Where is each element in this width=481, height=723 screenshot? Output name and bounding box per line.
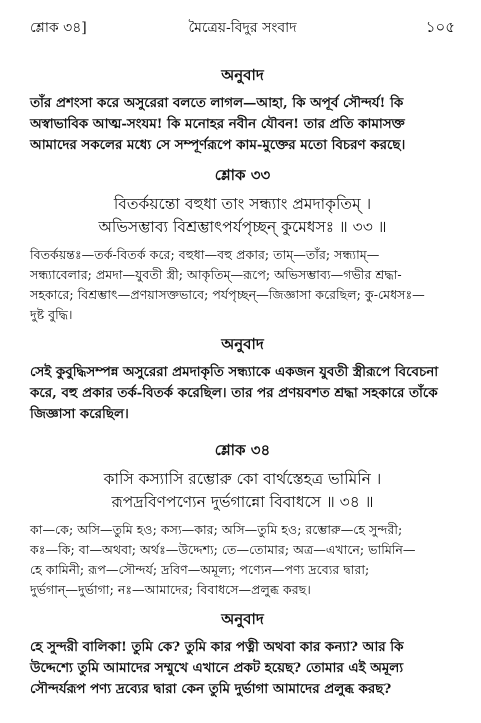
synonyms-33 [30,245,455,325]
translation-heading-3: অনুবাদ [221,610,264,628]
header-verse-ref: শ্লোক ৩৪] [30,20,87,36]
verse-line: রূপদ্রবিণপণ্যেন দুর্ভগান্নো বিবাধসে ॥ ৩৪ ॥ [111,493,374,511]
text-line: জিজ্ঞাসা করেছিল। [30,406,129,422]
text-line: হে সুন্দরী বালিকা! তুমি কে? তুমি কার পত্নী অথবা কার কন্যা? আর কি [30,639,404,655]
text-line: সহকারে; বিশ্রম্ভাৎ—প্রণয়াসক্তভাবে; পর্যপৃচ্ছন্—জিজ্ঞাসা করেছিল; কু-মেধসঃ— [30,287,425,302]
verse-line: বিতর্কয়ন্তো বহুধা তাং সন্ধ্যাং প্রমদাকৃতিম্ । [113,195,372,213]
text-line: আমাদের সকলের মধ্যে সে সম্পূর্ণরূপে কাম-মুক্তের মতো বিচরণ করছে। [30,137,406,153]
verse-line: অভিসম্ভাব্য বিশ্রম্ভাৎপর্যপৃচ্ছন্ কুমেধসঃ ॥ ৩৩ ॥ [98,218,387,236]
text-line: অস্বাভাবিক আত্ম-সংযম! কি মনোহর নবীন যৌবন! তার প্রতি কামাসক্ত [30,116,405,132]
text-line: বিতর্কয়ন্তঃ—তর্ক-বিতর্ক করে; বহুধা—বহু প্রকার; তাম্—তাঁর; সন্ধ্যাম্— [30,247,380,262]
text-line: উদ্দেশ্যে তুমি আমাদের সম্মুখে এখানে প্রকট হয়েছ? তোমার এই অমূল্য [30,660,404,676]
page-number: ১০৫ [425,18,455,36]
verse-heading-33: শ্লোক ৩৩ [214,166,271,184]
text-line: দুষ্ট বুদ্ধি। [30,307,73,322]
verse-34 [30,468,455,514]
header-chapter-title: মৈত্রেয়-বিদুর সংবাদ [188,20,297,36]
translation-text-3 [30,637,455,700]
text-line: হে কামিনী; রূপ—সৌন্দর্য; দ্রবিণ—অমূল্য; পণ্যেন—পণ্য দ্রব্যের দ্বারা; [30,562,370,577]
translation-text-1 [30,93,455,156]
text-line: কা—কে; অসি—তুমি হও; কস্য—কার; অসি—তুমি হও; রম্ভোরু—হে সুন্দরী; [30,522,403,537]
page-content [30,56,455,700]
synonyms-34 [30,520,455,600]
verse-line: কাসি কস্যাসি রম্ভোরু কো বার্থস্তেহত্র ভামিনি । [103,470,382,488]
verse-33 [30,193,455,239]
verse-heading-34: শ্লোক ৩৪ [214,441,271,459]
text-line: তাঁর প্রশংসা করে অসুরেরা বলতে লাগল—আহা, কি অপূর্ব সৌন্দর্য! কি [30,95,404,111]
text-line: কঃ—কি; বা—অথবা; অর্থঃ—উদ্দেশ্য; তে—তোমার; অত্র—এখানে; ভামিনি— [30,542,416,557]
translation-heading-1: অনুবাদ [221,66,264,84]
translation-text-2 [30,362,455,425]
text-line: সৌন্দর্যরূপ পণ্য দ্রব্যের দ্বারা কেন তুমি দুর্ভাগা আমাদের প্রলুব্ধ করছ? [30,681,392,697]
text-line: দুর্ভগান্—দুর্ভাগা; নঃ—আমাদের; বিবাধসে—প্রলুব্ধ করছ। [30,582,311,597]
text-line: সেই কুবুদ্ধিসম্পন্ন অসুরেরা প্রমদাকৃতি সন্ধ্যাকে একজন যুবতী স্ত্রীরূপে বিবেচনা [30,364,439,380]
page-header [30,16,455,36]
text-line: সন্ধ্যাবেলার; প্রমদা—যুবতী স্ত্রী; আকৃতিম্—রূপে; অভিসম্ভাব্য—গভীর শ্রদ্ধা- [30,267,402,282]
text-line: করে, বহু প্রকার তর্ক-বিতর্ক করেছিল। তার পর প্রণয়বশত শ্রদ্ধা সহকারে তাঁকে [30,385,438,401]
translation-heading-2: অনুবাদ [221,335,264,353]
